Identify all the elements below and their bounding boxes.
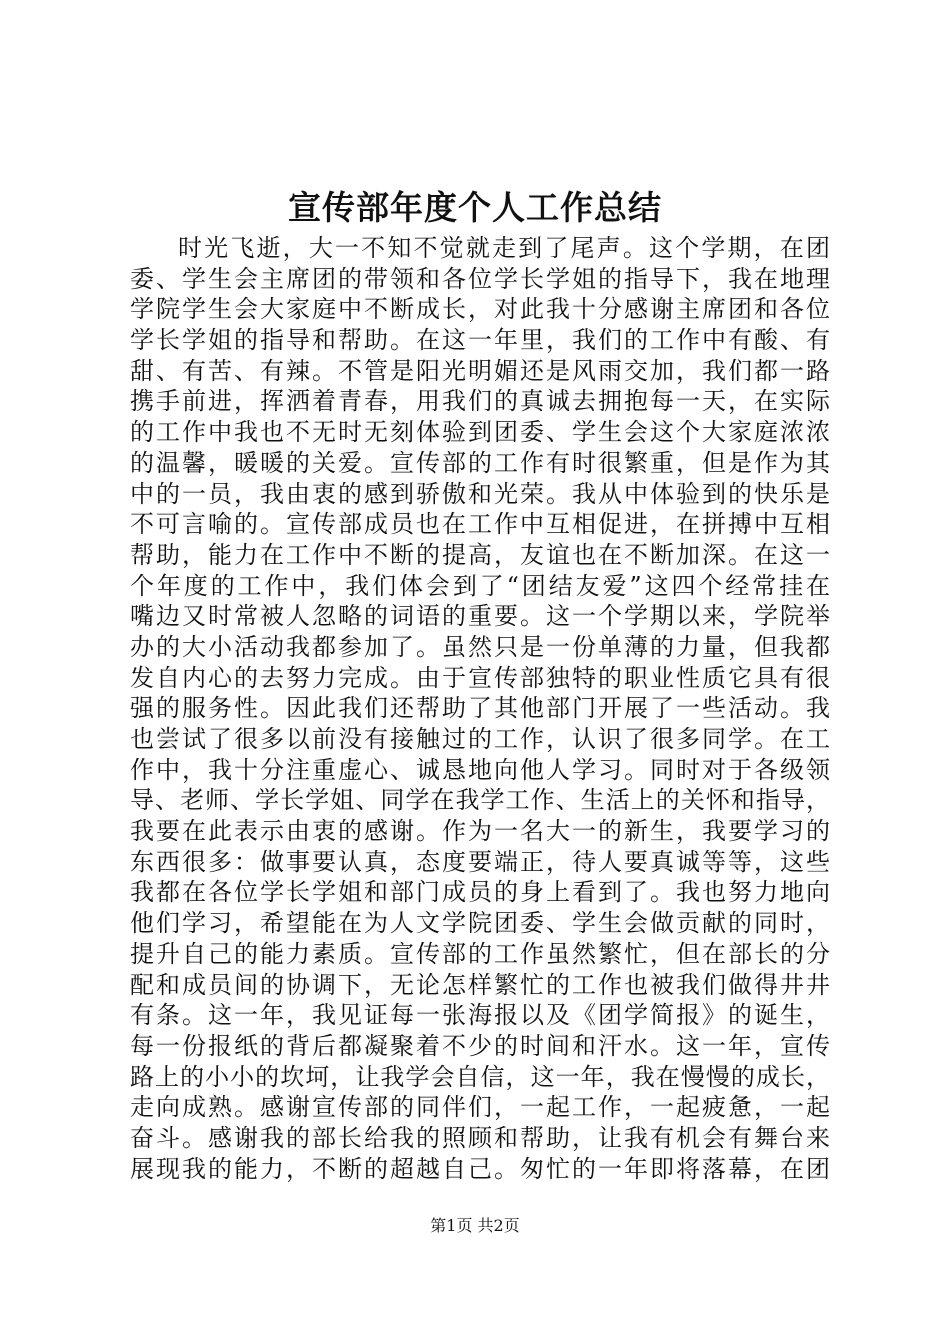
body-line: 发自内心的去努力完成。由于宣传部独特的职业性质它具有很	[130, 663, 830, 692]
body-line: 强的服务性。因此我们还帮助了其他部门开展了一些活动。我	[130, 694, 830, 723]
body-line: 我要在此表示由衷的感谢。作为一名大一的新生，我要学习的	[130, 817, 830, 846]
body-line: 提升自己的能力素质。宣传部的工作虽然繁忙，但在部长的分	[130, 939, 830, 968]
body-line: 我都在各位学长学姐和部门成员的身上看到了。我也努力地向	[130, 878, 830, 907]
body-line: 办的大小活动我都参加了。虽然只是一份单薄的力量，但我都	[130, 632, 830, 661]
body-line: 学院学生会大家庭中不断成长，对此我十分感谢主席团和各位	[130, 295, 830, 324]
page-footer: 第1页 共2页	[430, 1216, 520, 1235]
body-line: 中的一员，我由衷的感到骄傲和光荣。我从中体验到的快乐是	[130, 479, 830, 508]
body-line: 导、老师、学长学姐、同学在我学工作、生活上的关怀和指导，	[130, 786, 830, 815]
body-line: 有条。这一年，我见证每一张海报以及《团学简报》的诞生，	[130, 1001, 830, 1030]
body-line: 时光飞逝，大一不知不觉就走到了尾声。这个学期，在团	[178, 234, 830, 262]
body-line: 配和成员间的协调下，无论怎样繁忙的工作也被我们做得井井	[130, 970, 830, 999]
body-line: 携手前进，挥洒着青春，用我们的真诚去拥抱每一天，在实际	[130, 387, 830, 416]
body-line: 展现我的能力，不断的超越自己。匆忙的一年即将落幕，在团	[130, 1154, 830, 1183]
body-line: 委、学生会主席团的带领和各位学长学姐的指导下，我在地理	[130, 264, 830, 293]
body-line: 帮助，能力在工作中不断的提高，友谊也在不断加深。在这一	[130, 540, 830, 569]
body-line: 的工作中我也不无时无刻体验到团委、学生会这个大家庭浓浓	[130, 418, 830, 447]
document-title: 宣传部年度个人工作总结	[288, 188, 662, 227]
body-line: 走向成熟。感谢宣传部的同伴们，一起工作，一起疲惫，一起	[130, 1093, 830, 1122]
body-line: 嘴边又时常被人忽略的词语的重要。这一个学期以来，学院举	[130, 602, 830, 631]
body-line: 也尝试了很多以前没有接触过的工作，认识了很多同学。在工	[130, 725, 830, 753]
body-line: 个年度的工作中，我们体会到了“团结友爱”这四个经常挂在	[130, 571, 830, 600]
body-line: 每一份报纸的背后都凝聚着不少的时间和汗水。这一年，宣传	[130, 1031, 830, 1060]
document-body	[130, 233, 830, 1184]
body-line: 的温馨，暖暖的关爱。宣传部的工作有时很繁重，但是作为其	[130, 448, 830, 477]
body-line: 甜、有苦、有辣。不管是阳光明媚还是风雨交加，我们都一路	[130, 356, 830, 385]
body-line: 奋斗。感谢我的部长给我的照顾和帮助，让我有机会有舞台来	[130, 1123, 830, 1152]
body-line: 不可言喻的。宣传部成员也在工作中互相促进，在拼搏中互相	[130, 510, 830, 539]
body-line: 路上的小小的坎坷，让我学会自信，这一年，我在慢慢的成长，	[130, 1062, 830, 1091]
body-line: 他们学习，希望能在为人文学院团委、学生会做贡献的同时，	[130, 909, 830, 938]
body-line: 东西很多：做事要认真，态度要端正，待人要真诚等等，这些	[130, 847, 830, 876]
body-line: 学长学姐的指导和帮助。在这一年里，我们的工作中有酸、有	[130, 326, 830, 355]
body-line: 作中，我十分注重虚心、诚恳地向他人学习。同时对于各级领	[130, 755, 830, 784]
